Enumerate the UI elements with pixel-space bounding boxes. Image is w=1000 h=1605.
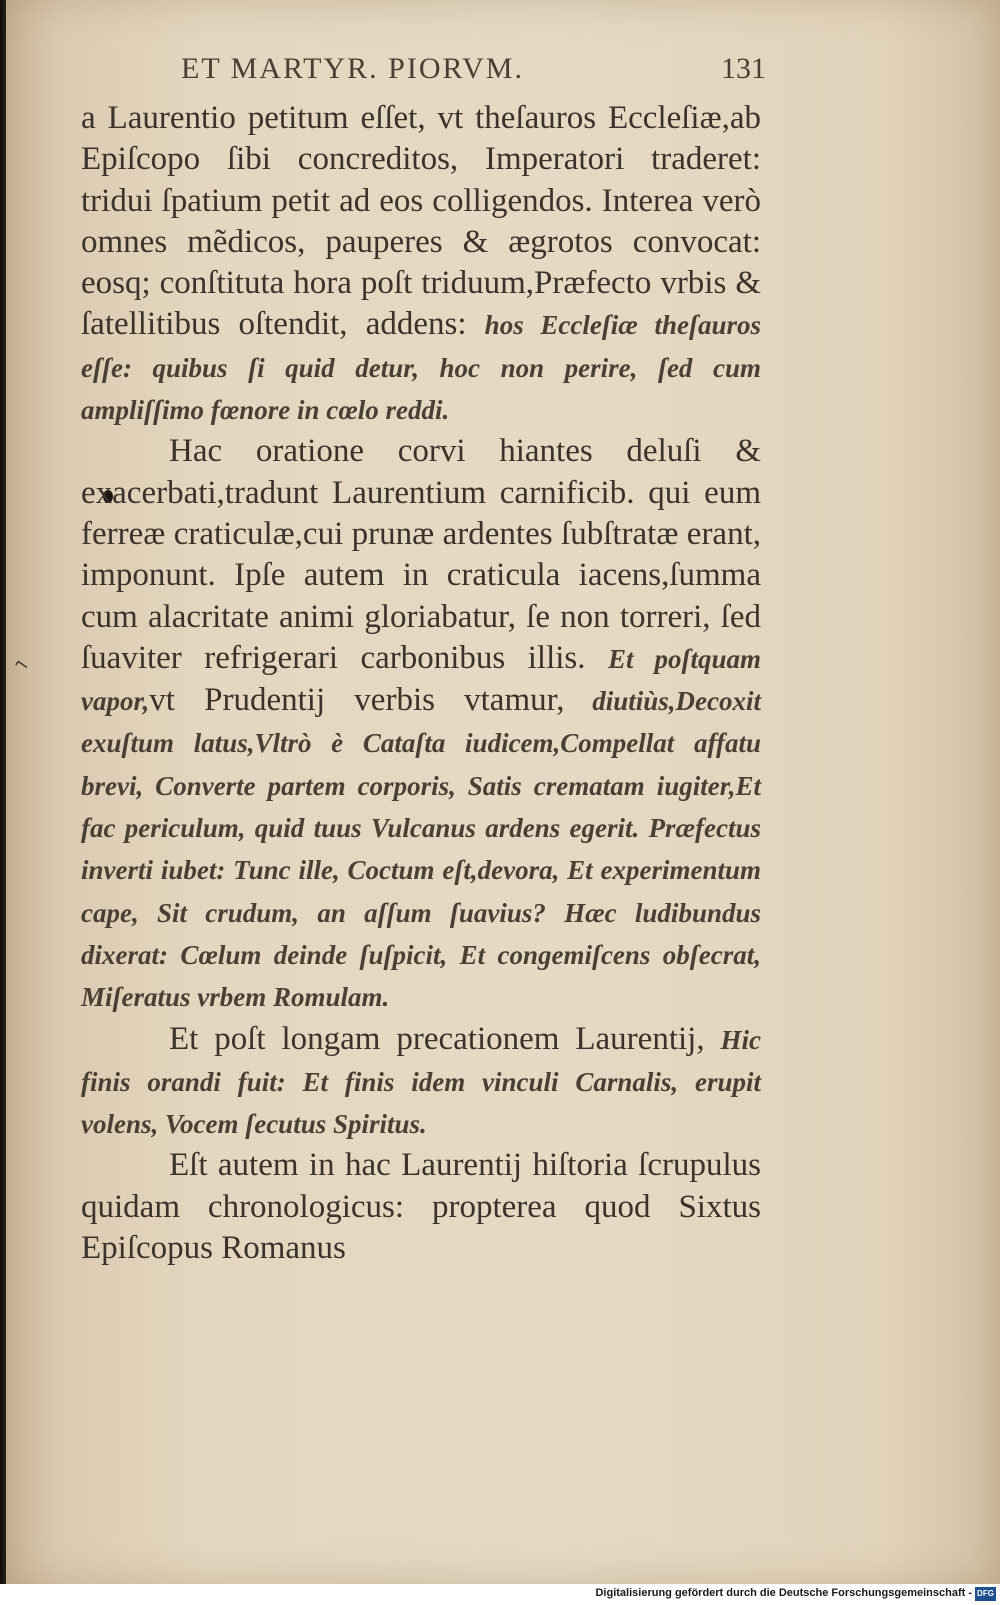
paragraph-2-roman: Hac oratione corvi hiantes deluſi & exacerbati,tradunt Laurentium carnificib. qui eum ferreæ craticulæ,cui prunæ ardentes ſubſtratæ erant, imponunt. Ipſe autem in craticula iacens,ſumma cum alacritate animi gloriabatur, ſe non torreri, ſed ſuaviter refrigerari carbonibus illis. [81, 433, 761, 676]
paragraph-1 [81, 98, 761, 431]
paragraph-2 [81, 431, 761, 1018]
paragraph-1-italic: hos Eccleſiæ theſauros eſſe: quibus ſi quid detur, hoc non perire, ſed cum ampliſſimo fœnore in cœlo reddi. [81, 310, 761, 426]
page-number: 131 [721, 52, 766, 85]
page-body [81, 98, 761, 1269]
margin-mark: ⌐ [9, 652, 34, 679]
book-page [6, 0, 1000, 1584]
paragraph-3-italic: Hic finis orandi fuit: Et finis idem vinculi Carnalis, erupit volens, Vocem ſecutus Spiritus. [81, 1024, 761, 1140]
paragraph-2-roman-b: vt Prudentij verbis vtamur, [149, 682, 565, 719]
digitization-credit-bar [0, 1584, 1000, 1605]
paragraph-1-roman: a Laurentio petitum eſſet, vt theſauros Eccleſiæ,ab Epiſcopo ſibi concreditos, Imperatori traderet: tridui ſpatium petit ad eos colligendos. Interea verò omnes mẽdicos, pauperes & ægrotos convocat: eosq; conſtituta hora poſt triduum,Præfecto vrbis & ſatellitibus oſtendit, addens: [81, 100, 761, 343]
paragraph-2-italic-b: diutiùs,Decoxit exuſtum latus,Vltrò è Cataſta iudicem,Compellat affatu brevi, Converte partem corporis, Satis crematam iugiter,Et fac periculum, quid tuus Vulcanus ardens egerit. Præfectus inverti iubet: Tunc ille, Coctum eſt,devora, Et experimentum cape, Sit crudum, an aſſum ſuavius? Hæc ludibundus dixerat: Cœlum deinde ſuſpicit, Et congemiſcens obſecrat, Miſeratus vrbem Romulam. [81, 686, 761, 1013]
dfg-logo-icon: DFG [975, 1587, 996, 1601]
paragraph-2-italic-a: Et poſtquam vapor, [81, 643, 761, 717]
page-header [181, 52, 766, 92]
running-title: ET MARTYR. PIORVM. [181, 52, 524, 85]
paragraph-4: Eſt autem in hac Laurentij hiſtoria ſcrupulus quidam chronologicus: propterea quod Sixtus Epiſcopus Romanus [81, 1147, 761, 1267]
paragraph-3 [81, 1019, 761, 1146]
digitization-credit: Digitalisierung gefördert durch die Deutsche Forschungsgemeinschaft - [595, 1587, 972, 1599]
paragraph-3-roman: Et poſt longam precationem Laurentij, [169, 1020, 721, 1057]
